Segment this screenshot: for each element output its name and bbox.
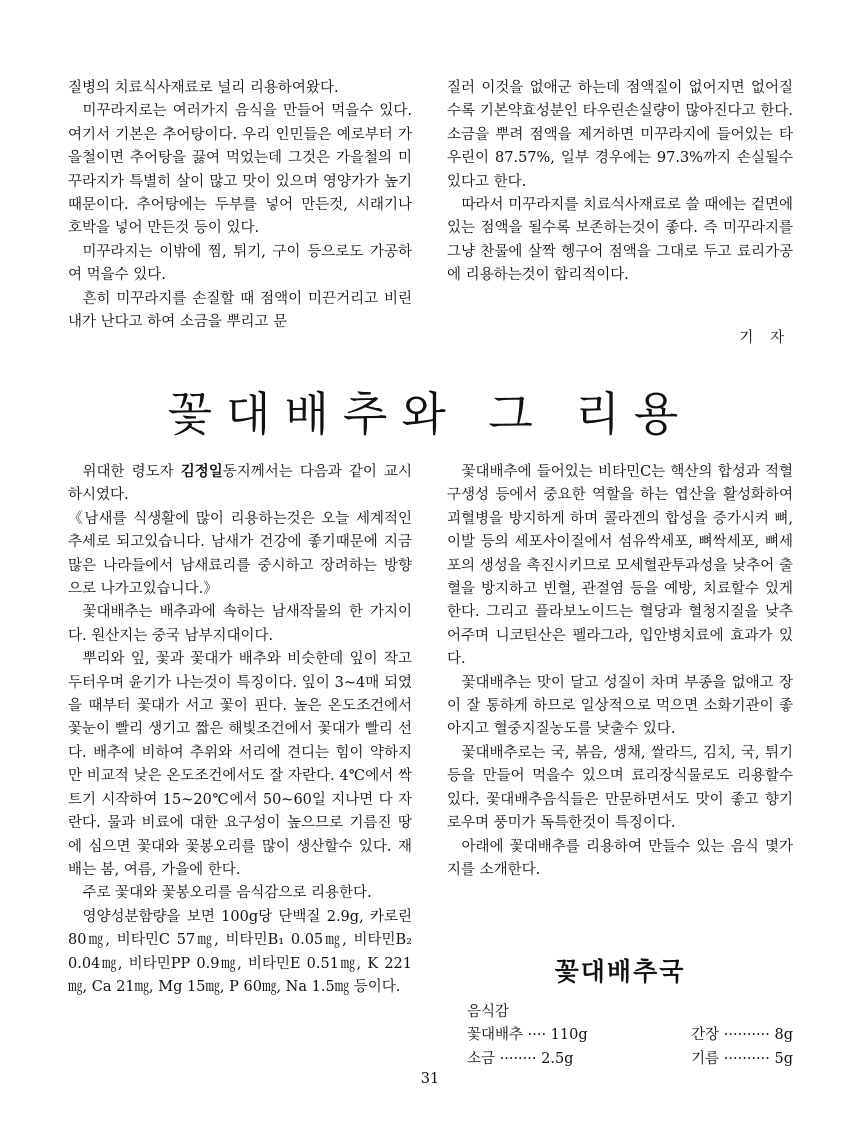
leader-name: 김정일 — [180, 464, 223, 480]
intro-paragraph — [68, 461, 412, 508]
byline: 기 자 — [739, 330, 790, 346]
ingredients-label: 음식감 — [467, 1004, 510, 1020]
paragraph: 꽃대배추에 들어있는 비타민C는 핵산의 합성과 적혈구생성 등에서 중요한 역할을 하는 엽산을 활성화하여 괴혈병을 방지하게 하며 콜라겐의 합성을 증가시켜 뼈, 이발 등의 세포사이질에서 섬유싹세포, 뼈싹세포, 뼈세포의 생성을 촉진시키므로 모세혈관투과성을 낮추어 출혈을 방지하고 빈혈, 관절염 등을 예방, 치료할수 있게 한다. 그리고 플라보노이드는 혈당과 혈청지질을 낮추어주며 니코틴산은 펠라그라, 입안병치료에 효과가 있다. — [447, 464, 793, 668]
ingredient-item: 간장 ·········· 8g — [691, 1027, 793, 1044]
article-title: 꽃대배추와 그 리용 — [167, 387, 693, 441]
ingredients-list — [467, 1001, 793, 1071]
paragraph: 미꾸라지는 이밖에 찜, 튀기, 구이 등으로도 가공하여 먹을수 있다. — [68, 243, 412, 284]
paragraph: 흔히 미꾸라지를 손질할 때 점액이 미끈거리고 비린내가 난다고 하여 소금을 뿌리고 문 — [68, 290, 412, 331]
top-right-column — [447, 77, 793, 288]
top-left-column — [68, 77, 412, 334]
paragraph: 미꾸라지로는 여러가지 음식을 만들어 먹을수 있다. 여기서 기본은 추어탕이다. 우리 인민들은 예로부터 가을철이면 추어탕을 끓여 먹었는데 그것은 가을철의 미꾸라지가 특별히 살이 많고 맛이 있으며 영양가가 높기때문이다. 추어탕에는 두부를 넣어 만든것, 시래기나 호박을 넣어 만든것 등이 있다. — [68, 103, 412, 237]
paragraph: 영양성분함량을 보면 100g당 단백질 2.9g, 카로린 80㎎, 비타민C 57㎎, 비타민B₁ 0.05㎎, 비타민B₂ 0.04㎎, 비타민PP 0.9㎎, 비타민E 0.51㎎, K 221㎎, Ca 21㎎, Mg 15㎎, P 60㎎, Na 1.5㎎ 등이다. — [68, 908, 412, 995]
paragraph: 꽃대배추는 배추과에 속하는 남새작물의 한 가지이다. 원산지는 중국 남부지대이다. — [68, 604, 412, 644]
main-left-column — [68, 461, 412, 999]
ingredient-row — [467, 1024, 793, 1047]
paragraph: 주로 꽃대와 꽃봉오리를 음식감으로 리용한다. — [82, 885, 372, 902]
ingredient-row — [467, 1048, 793, 1071]
ingredient-item: 소금 ········ 2.5g — [467, 1050, 574, 1067]
ingredient-item: 꽃대배추 ···· 110g — [467, 1027, 588, 1044]
paragraph: 질러 이것을 없애군 하는데 점액질이 없어지면 없어질수록 기본약효성분인 타우린손실량이 많아진다고 한다. 소금을 뿌려 점액을 제거하면 미꾸라지에 들어있는 타우린이 87.57%, 일부 경우에는 97.3%까지 손실될수 있다고 한다. — [447, 80, 793, 190]
main-right-column — [447, 461, 793, 882]
paragraph: 질병의 치료식사재료로 널리 리용하여왔다. — [68, 80, 339, 96]
intro-text: 위대한 령도자 — [82, 464, 181, 480]
page-number: 31 — [420, 1071, 440, 1087]
intro-text: 동지께서는 다음과 같이 교시하시였다. — [68, 464, 412, 504]
ingredient-item: 기름 ·········· 5g — [691, 1050, 793, 1067]
paragraph: 뿌리와 잎, 꽃과 꽃대가 배추와 비슷한데 잎이 작고 두터우며 윤기가 나는것이 특징이다. 잎이 3~4매 되였을 때부터 꽃대가 서고 꽃이 핀다. 높은 온도조건에서 꽃눈이 빨리 생기고 짧은 해빛조건에서 꽃대가 빨리 선다. 배추에 비하여 추위와 서리에 견디는 힘이 약하지만 비교적 낮은 온도조건에서도 잘 자란다. 4℃에서 싹트기 시작하여 15~20℃에서 50~60일 지나면 다 자란다. 물과 비료에 대한 요구성이 높으므로 기름진 땅에 심으면 꽃대와 꽃봉오리를 많이 생산할수 있다. 재배는 봄, 여름, 가을에 한다. — [68, 651, 412, 878]
recipe-title: 꽃대배추국 — [554, 957, 686, 986]
paragraph: 따라서 미꾸라지를 치료식사재료로 쓸 때에는 겉면에 있는 점액을 될수록 보존하는것이 좋다. 즉 미꾸라지를 그냥 찬물에 살짝 헹구어 점액을 그대로 두고 료리가공에 리용하는것이 합리적이다. — [447, 197, 793, 284]
quotation: 《남새를 식생활에 많이 리용하는것은 오늘 세계적인 추세로 되고있습니다. 남새가 건강에 좋기때문에 지금 많은 나라들에서 남새료리를 중시하고 장려하는 방향으로 나가고있습니다.》 — [68, 510, 412, 598]
paragraph: 꽃대배추는 맛이 달고 성질이 차며 부종을 없애고 장이 잘 통하게 하므로 일상적으로 먹으면 소화기관이 좋아지고 혈중지질농도를 낮출수 있다. — [447, 674, 793, 738]
paragraph: 꽃대배추로는 국, 볶음, 생채, 쌀라드, 김치, 국, 튀기 등을 만들어 먹을수 있으며 료리장식물로도 리용할수 있다. 꽃대배추음식들은 만문하면서도 맛이 좋고 향기로우며 풍미가 독특한것이 특징이다. — [447, 744, 793, 832]
paragraph: 아래에 꽃대배추를 리용하여 만들수 있는 음식 몇가지를 소개한다. — [447, 838, 793, 878]
